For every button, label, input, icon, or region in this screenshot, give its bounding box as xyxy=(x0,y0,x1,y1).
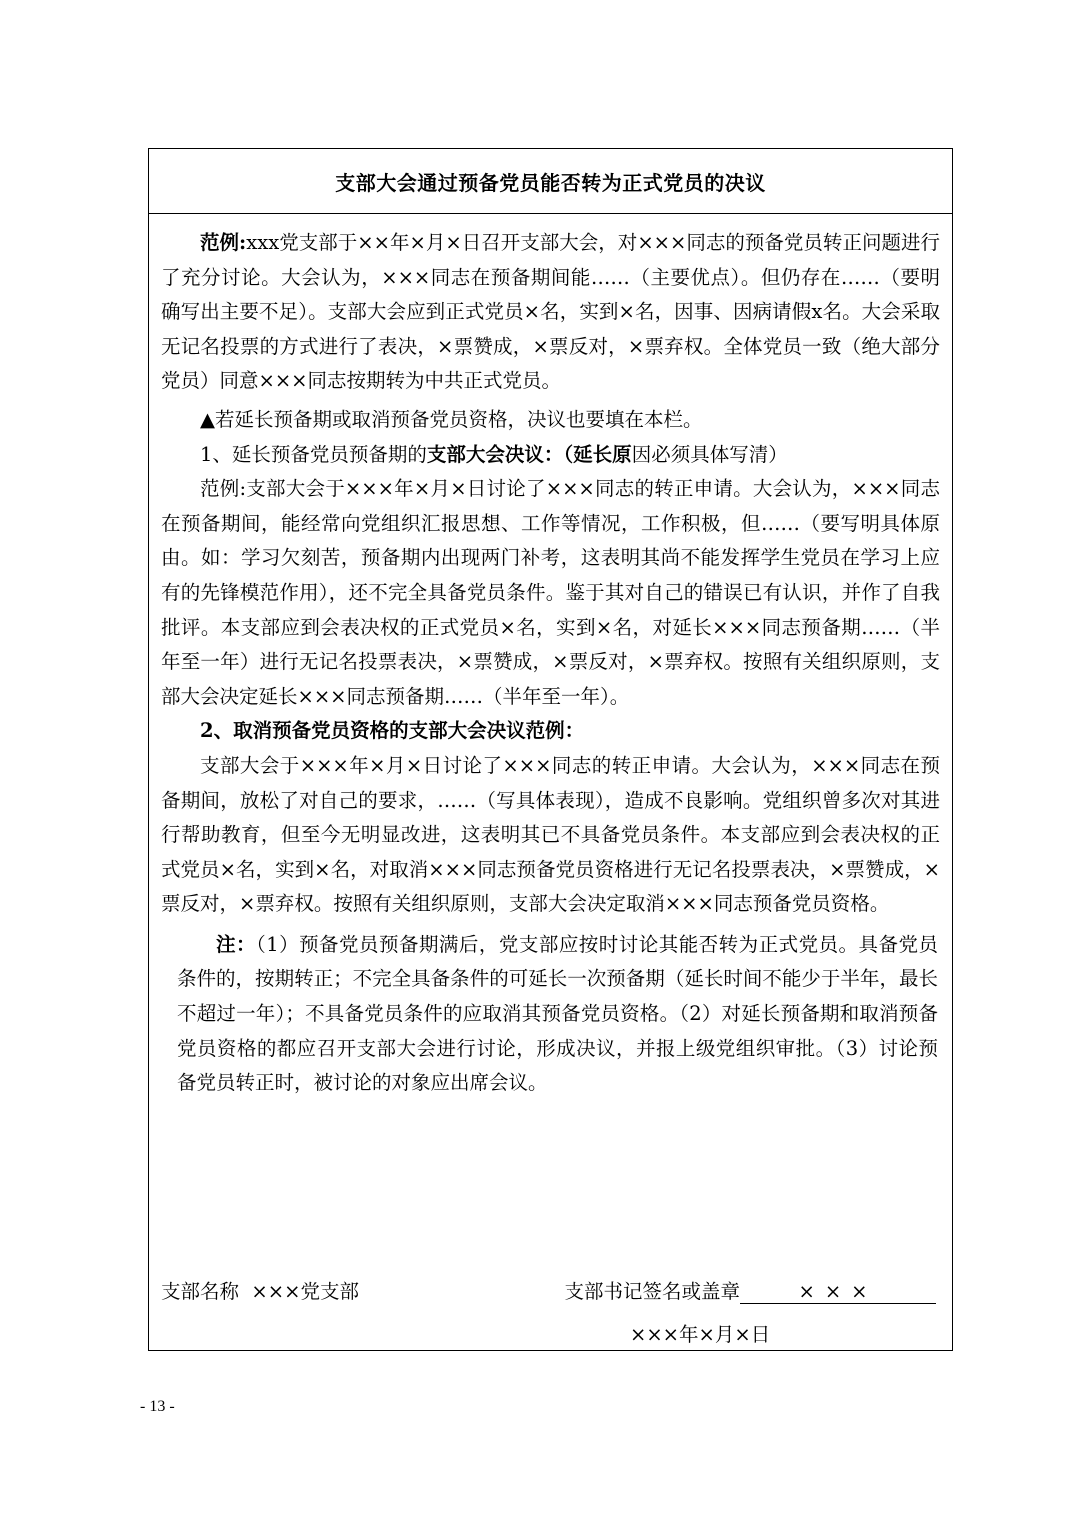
notice-paragraph: ▲若延长预备期或取消预备党员资格，决议也要填在本栏。 xyxy=(200,407,703,431)
section-2-heading: 2、取消预备党员资格的支部大会决议范例： xyxy=(200,719,585,743)
resolution-form xyxy=(148,148,953,1351)
example-paragraph-1 xyxy=(161,226,940,399)
page-number: - 13 - xyxy=(140,1398,175,1415)
note-lead: 注： xyxy=(216,932,256,956)
example-paragraph-2: 范例:支部大会于×××年×月×日讨论了×××同志的转正申请。大会认为，×××同志在预备期间，能经常向党组织汇报思想、工作等情况，工作积极，但……（要写明具体原由。如：学习欠刻苦，预备期内出现两门补考，这表明其尚不能发挥学生党员在学习上应有的先锋模范作用），还不完全具备党员条件。鉴于其对自己的错误已有认识，并作了自我批评。本支部应到会表决权的正式党员×名，实到×名，对延长×××同志预备期……（半年至一年）进行无记名投票表决，×票赞成，×票反对，×票弃权。按照有关组织原则，支部大会决定延长×××同志预备期……（半年至一年）。 xyxy=(161,477,940,708)
resolution-date: ×××年×月×日 xyxy=(630,1323,771,1346)
form-body xyxy=(149,214,952,1101)
branch-name: 支部名称 ×××党支部 xyxy=(161,1280,359,1303)
note-text: （1）预备党员预备期满后，党支部应按时讨论其能否转为正式党员。具备党员条件的，按期转正；不完全具备条件的可延长一次预备期（延长时间不能少于半年，最长不超过一年）；不具备党员条件的应取消其预备党员资格。（2）对延长预备期和取消预备党员资格的都应召开支部大会进行讨论，形成决议，并报上级党组织审批。（3）讨论预备党员转正时，被讨论的对象应出席会议。 xyxy=(177,932,938,1095)
example-paragraph-3: 支部大会于×××年×月×日讨论了×××同志的转正申请。大会认为，×××同志在预备期间，放松了对自己的要求，……（写具体表现），造成不良影响。党组织曾多次对其进行帮助教育，但至今无明显改进，这表明其已不具备党员条件。本支部应到会表决权的正式党员×名，实到×名，对取消×××同志预备党员资格进行无记名投票表决，×票赞成，×票反对，×票弃权。按照有关组织原则，支部大会决定取消×××同志预备党员资格。 xyxy=(161,753,940,916)
secretary-signature: 支部书记签名或盖章 ××× xyxy=(564,1276,936,1304)
signature-row xyxy=(161,1276,936,1304)
example-lead: 范例: xyxy=(200,231,247,254)
example-text-1: xxx党支部于××年×月×日召开支部大会，对×××同志的预备党员转正问题进行了充分讨论。大会认为，×××同志在预备期间能……（主要优点）。但仍存在……（要明确写出主要不足）。支部大会应到正式党员×名，实到×名，因事、因病请假x名。大会采取无记名投票的方式进行了表决，×票赞成，×票反对，×票弃权。全体党员一致（绝大部分党员）同意×××同志按期转为中共正式党员。 xyxy=(161,231,940,393)
note-paragraph xyxy=(161,928,940,1101)
signature-field: ××× xyxy=(740,1280,936,1304)
section-1-heading: 1、延长预备党员预备期的支部大会决议：（延长原因必须具体写清） xyxy=(200,442,788,466)
form-title: 支部大会通过预备党员能否转为正式党员的决议 xyxy=(149,149,952,214)
